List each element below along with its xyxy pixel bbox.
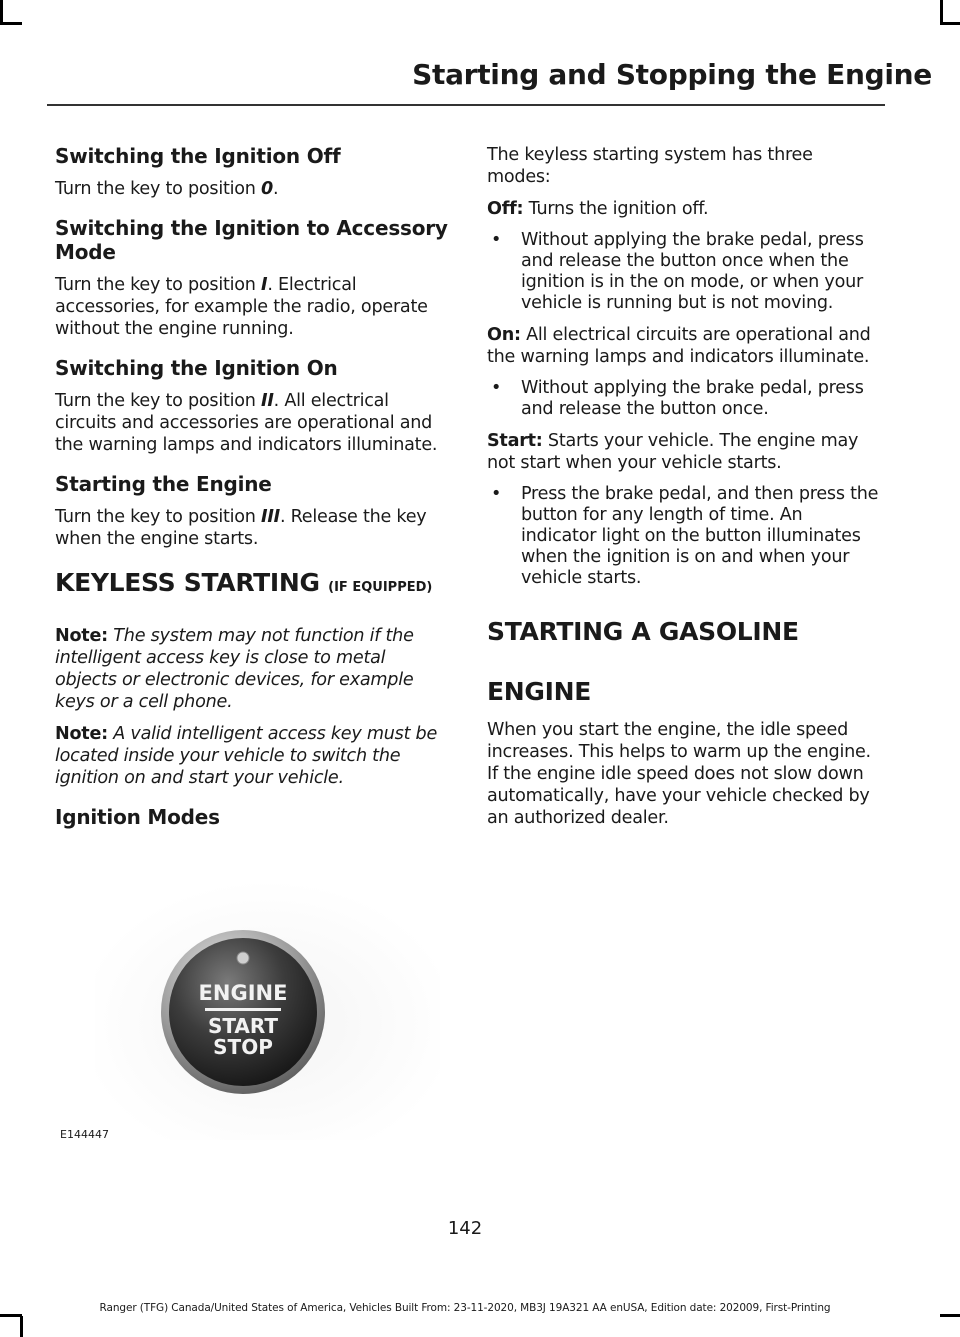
bullet-list — [487, 378, 880, 420]
bullet-list — [487, 484, 880, 589]
section-heading: Ignition Modes — [55, 805, 220, 829]
mode-on: On: All electrical circuits are operational and the warning lamps and indicators illuminate. — [487, 325, 871, 367]
mode-start: Start: Starts your vehicle. The engine may not start when your vehicle starts. — [487, 431, 859, 473]
crop-mark — [20, 1316, 23, 1337]
paragraph: Turn the key to position 0. — [55, 179, 279, 199]
paragraph: Turn the key to position I. Electrical accessories, for example the radio, operate without the engine running. — [55, 275, 428, 339]
figure-code: E144447 — [60, 1128, 109, 1141]
left-column — [55, 144, 448, 839]
crop-mark — [940, 1314, 960, 1317]
button-label-engine: ENGINE — [198, 981, 288, 1005]
list-item: • Press the brake pedal, and then press the button for any length of time. An indicator light on the button illuminates when the ignition is on and when your vehicle starts. — [487, 484, 880, 589]
list-item: • Without applying the brake pedal, press and release the button once. — [487, 378, 880, 420]
chapter-heading-keyless: KEYLESS STARTING (IF EQUIPPED) — [55, 568, 433, 597]
page-header-title: Starting and Stopping the Engine — [412, 58, 932, 91]
paragraph: Turn the key to position II. All electrical circuits and accessories are operational and the warning lamps and indicators illuminate. — [55, 391, 438, 455]
section-heading: Switching the Ignition Off — [55, 144, 341, 168]
paragraph: The keyless starting system has three modes: — [487, 145, 813, 187]
footer: Ranger (TFG) Canada/United States of America, Vehicles Built From: 23-11-2020, MB3J 19A321 AA enUSA, Edition date: 202009, First-Printing — [99, 1302, 831, 1314]
right-column — [487, 144, 880, 839]
crop-mark — [0, 22, 22, 25]
button-label-start: START — [207, 1014, 279, 1038]
header-rule — [47, 104, 885, 106]
crop-mark — [940, 0, 943, 22]
crop-mark — [0, 0, 3, 22]
chapter-heading-gasoline: STARTING A GASOLINE ENGINE — [487, 617, 799, 706]
note: Note: A valid intelligent access key must be located inside your vehicle to switch the ignition on and start your vehicle. — [55, 724, 438, 788]
crop-mark — [940, 22, 960, 25]
section-heading: Switching the Ignition to Accessory Mode — [55, 216, 448, 264]
button-label-stop: STOP — [213, 1035, 273, 1059]
paragraph: When you start the engine, the idle speed increases. This helps to warm up the engine. If the engine idle speed does not slow down automatically, have your vehicle checked by an authorized dealer. — [487, 720, 871, 828]
note: Note: The system may not function if the intelligent access key is close to metal objects or electronic devices, for example keys or a cell phone. — [55, 626, 414, 712]
engine-start-stop-button-illustration — [95, 880, 440, 1140]
bullet-list — [487, 230, 880, 314]
crop-mark — [0, 1314, 22, 1317]
mode-off: Off: Turns the ignition off. — [487, 199, 709, 219]
section-heading: Switching the Ignition On — [55, 356, 338, 380]
page-number: 142 — [447, 1218, 483, 1239]
list-item: • Without applying the brake pedal, press and release the button once when the ignition is in the on mode, or when your vehicle is running but is not moving. — [487, 230, 880, 314]
paragraph: Turn the key to position III. Release the key when the engine starts. — [55, 507, 427, 549]
section-heading: Starting the Engine — [55, 472, 272, 496]
